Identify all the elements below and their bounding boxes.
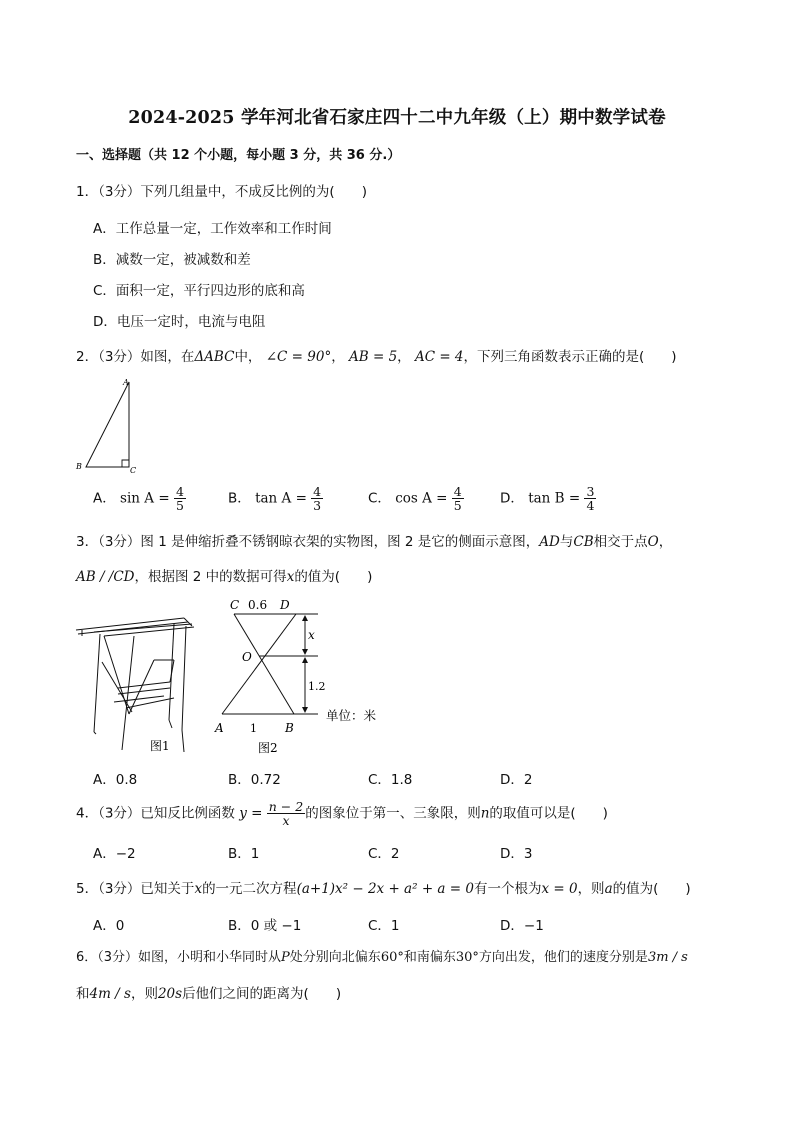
- page-title: 2024-2025 学年河北省石家庄四十二中九年级（上）期中数学试卷: [128, 108, 666, 128]
- q4-option-c: C．2: [368, 846, 400, 862]
- section-heading: 一、选择题（共 12 个小题，每小题 3 分，共 36 分.）: [76, 148, 401, 163]
- q5-option-d: D．−1: [500, 918, 544, 934]
- q3-fig2-label-top: 0.6: [248, 598, 268, 612]
- q3-fig2-label-d: D: [280, 598, 290, 612]
- q3-fig2-label-o: O: [242, 650, 252, 664]
- q5-option-c: C．1: [368, 918, 400, 934]
- q5-option-b: B．0 或 −1: [228, 918, 302, 934]
- q1-option-c: C．面积一定，平行四边形的底和高: [93, 283, 305, 299]
- q2-triangle: ΔABC: [194, 349, 235, 365]
- q3-option-a: A．0.8: [93, 772, 138, 788]
- q4-stem: 4．（3分）已知反比例函数 y = $\frac{n - 2}{x}$ 的图象位于第一、三象限，则n的取值可以是( ): [76, 799, 608, 829]
- q3-fig2-label-c: C: [230, 598, 240, 612]
- q3-option-d: D．2: [500, 772, 533, 788]
- q6-stem-line2: 和4m / s，则20s后他们之间的距离为( ): [76, 986, 342, 1002]
- q2-option-c: C． cos A = $\frac{4}{5}$: [368, 484, 462, 514]
- q2-fig-label-a: A: [123, 378, 129, 387]
- q1-option-a: A．工作总量一定，工作效率和工作时间: [93, 221, 332, 237]
- q2-stem: 2．（3分）如图，在ΔABC中， ∠C = 90°， AB = 5， AC = 4，下列三角函数表示正确的是( ): [76, 349, 677, 365]
- q2-mid: 中，: [234, 349, 262, 365]
- q4-option-d: D．3: [500, 846, 533, 862]
- q1-option-d: D．电压一定时，电流与电阻: [93, 314, 266, 330]
- q4-option-a: A．−2: [93, 846, 136, 862]
- q2-cond-angle: ∠C = 90°: [265, 349, 332, 365]
- q2-cond-ab: AB = 5: [349, 349, 398, 365]
- q3-fig2-caption: 图2: [258, 741, 278, 755]
- q3-stem-line2: AB / /CD，根据图 2 中的数据可得x的值为( ): [76, 569, 373, 585]
- q2-option-b: B． tan A = $\frac{4}{3}$: [228, 484, 322, 514]
- q2-suffix: ，下列三角函数表示正确的是( ): [463, 349, 677, 365]
- q2-cond-ac: AC = 4: [414, 349, 464, 365]
- q5-stem: 5．（3分）已知关于x的一元二次方程(a+1)x² − 2x + a² + a = 0有一个根为x = 0，则a的值为( ): [76, 881, 691, 897]
- q1-stem: 1．（3分）下列几组量中，不成反比例的为( ): [76, 184, 367, 200]
- q4-option-b: B．1: [228, 846, 260, 862]
- q3-option-b: B．0.72: [228, 772, 281, 788]
- q2-fig-label-c: C: [130, 466, 137, 475]
- q3-figure-2-diagram: [210, 594, 400, 760]
- q3-figure-1-rack: [74, 612, 199, 762]
- q3-option-c: C．1.8: [368, 772, 413, 788]
- q3-fig2-label-x: x: [308, 628, 315, 642]
- q3-fig2-label-height: 1.2: [308, 680, 326, 693]
- q6-stem-line1: 6．（3分）如图，小明和小华同时从P处分别向北偏东60°和南偏东30°方向出发，他们的速度分别是3m / s: [76, 950, 688, 965]
- q2-fig-label-b: B: [76, 462, 82, 471]
- q1-option-b: B．减数一定，被减数和差: [93, 252, 251, 268]
- q3-fig2-label-bottom: 1: [250, 722, 257, 735]
- q3-fig1-caption: 图1: [150, 739, 170, 753]
- q3-fig2-label-b: B: [285, 721, 294, 735]
- q3-fig2-label-a: A: [215, 721, 224, 735]
- q3-fig2-unit: 单位：米: [326, 708, 377, 723]
- q2-option-d: D． tan B = $\frac{3}{4}$: [500, 484, 595, 514]
- q2-triangle-figure: [74, 376, 144, 476]
- q2-prefix: 2．（3分）如图，在: [76, 349, 195, 365]
- q3-stem-line1: 3．（3分）图 1 是伸缩折叠不锈钢晾衣架的实物图，图 2 是它的侧面示意图，AD与CB相交于点O，: [76, 534, 673, 550]
- q2-option-a: A． sin A = $\frac{4}{5}$: [93, 484, 184, 514]
- q5-option-a: A．0: [93, 918, 125, 934]
